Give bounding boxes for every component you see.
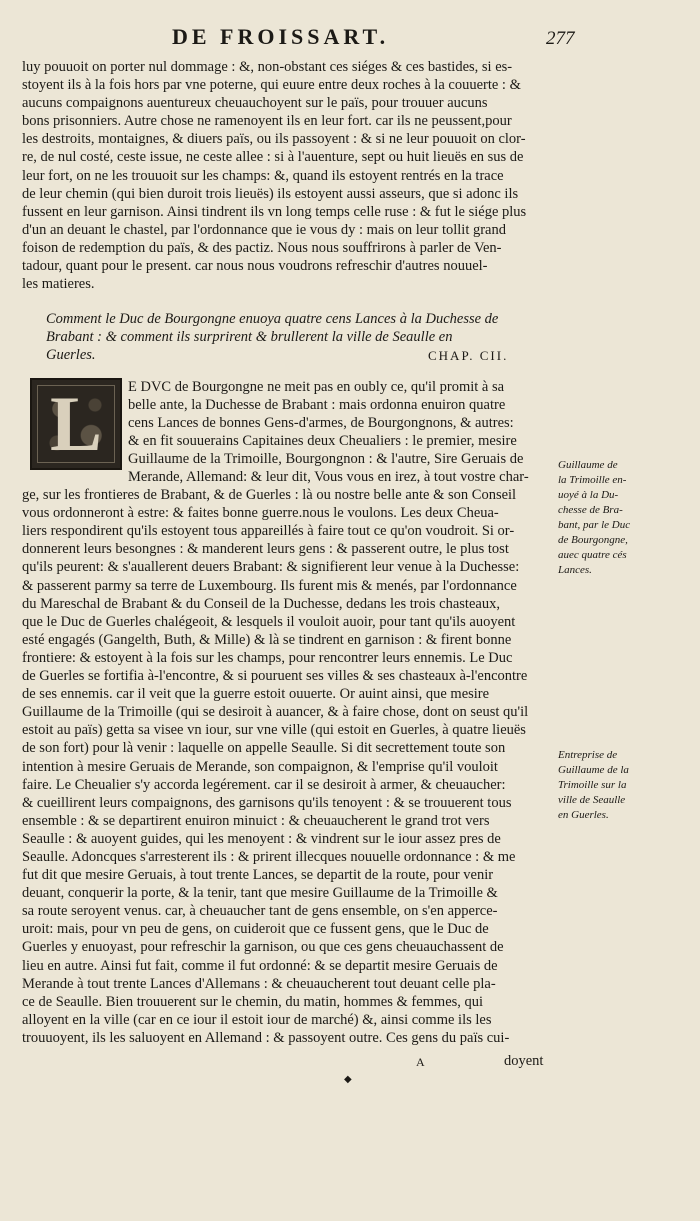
text-line: fussent en leur garnison. Ainsi tindrent ils vn long temps celle ruse : & fut le siége plus — [22, 203, 527, 220]
chapter-opening-lines — [128, 378, 554, 468]
text-line: stoyent ils à la fois hors par vne poterne, qui euure entre deux roches à la couuerte : & — [22, 77, 521, 94]
signature-mark: A — [416, 1055, 426, 1069]
decorated-initial — [30, 378, 122, 470]
margin-line: chesse de Bra- — [558, 504, 623, 516]
diamond-ornament-icon: ◆ — [344, 1074, 352, 1085]
margin-line: uoyé à la Du- — [558, 489, 619, 501]
text-line: ensemble : & se departirent enuiron minuict : & cheuaucherent le grand trot vers — [22, 812, 490, 829]
text-line: intention à mesire Geruais de Merande, son compaignon, & l'emprise qu'il vouloit — [22, 758, 498, 775]
catchword: doyent — [504, 1053, 544, 1069]
text-line: Guillaume de la Trimoille (qui se desiroit à auancer, & à faire chose, dont on seust qu'il — [22, 704, 529, 721]
text-line: lieu en autre. Ainsi fut fait, comme il fut ordonné: & se departit mesire Geruais de — [22, 957, 498, 974]
heading-line: Brabant : & comment ils surprirent & brullerent la ville de Seaulle en — [46, 329, 453, 346]
text-line: leur fort, on ne les trouuoit sur les champs: &, quand ils estoyent rentrés en la trace — [22, 167, 504, 184]
text-line: du Mareschal de Brabant & du Conseil de la Duchesse, dedans les trois chasteaux, — [22, 595, 500, 612]
running-title: DE FROISSART. — [172, 24, 390, 49]
text-line: uroit: mais, pour vn peu de gens, on cuideroit que ce fussent gens, que le Duc de — [22, 921, 489, 938]
text-line: liers respondirent qu'ils estoyent tous appareillés à faire tout ce qu'on voudroit. Si or- — [22, 523, 515, 540]
text-line: vous ordonneront à estre: & faites bonne guerre.nous le voulons. Les deux Cheua- — [22, 505, 499, 522]
text-line: que le Duc de Guerles chalégeoit, & lesquels il vouloit auoir, pour tant qu'ils auoyent — [22, 613, 516, 630]
margin-line: Trimoille sur la — [558, 779, 627, 791]
text-line: ge, sur les frontieres de Brabant, & de Guerles : là ou nostre belle ante & son Conseil — [22, 487, 517, 504]
heading-line: Comment le Duc de Bourgongne enuoya quatre cens Lances à la Duchesse de — [46, 311, 499, 327]
chapter-number: CHAP. CII. — [428, 348, 509, 363]
text-line: & en fit souuerains Capitaines deux Cheualiers : le premier, mesire — [128, 433, 517, 450]
text-line: esté engagés (Gangelth, Buth, & Mille) & là se tindrent en garnison : & firent bonne — [22, 631, 512, 648]
margin-line: Lances. — [558, 564, 592, 576]
heading-line: Guerles. — [46, 347, 96, 364]
margin-note-seaulle-enterprise — [558, 748, 690, 823]
text-line: frontiere: & estoyent à la fois sur les champs, pour rencontrer leurs ennemis. Le Duc — [22, 649, 513, 666]
margin-line: de Bourgongne, — [558, 534, 628, 546]
text-line: E DVC de Bourgongne ne meit pas en oubly ce, qu'il promit à sa — [128, 379, 505, 395]
text-line: faire. Le Cheualier s'y accorda legérement. car il se desiroit à armer, & cheuaucher: — [22, 776, 506, 793]
text-line: cens Lances de bonnes Gens-d'armes, de Bourgongnons, & autres: — [128, 415, 514, 432]
margin-line: auec quatre cés — [558, 549, 627, 561]
text-line: Guillaume de la Trimoille, Bourgongnon : & l'autre, Sire Geruais de — [128, 451, 524, 468]
text-line: tadour, quant pour le present. car nous nous voudrons refreschir d'autres nouuel- — [22, 258, 488, 275]
text-line: bons prisonniers. Autre chose ne ramenoyent ils en leur fort. car ils ne peussent,pour — [22, 113, 512, 130]
text-line: de leur chemin (qui bien duroit trois lieuës) ils estoyent aussi asseurs, que si adonc ils — [22, 185, 519, 202]
margin-line: Guillaume de la — [558, 764, 629, 776]
text-line: d'un an deuant le chastel, par l'ordonnance que ie vous dy : mais on leur tollit grand — [22, 221, 506, 238]
page-number: 277 — [546, 28, 575, 49]
text-line: ce de Seaulle. Bien trouuerent sur le chemin, du matin, hommes & femmes, qui — [22, 993, 484, 1010]
margin-line: bant, par le Duc — [558, 519, 631, 531]
margin-line: ville de Seaulle — [558, 794, 626, 806]
text-line: de ses ennemis. car il veit que la guerre estoit ouuerte. Or auint ainsi, que mesire — [22, 686, 490, 703]
margin-note-trimoille-sent — [558, 458, 690, 578]
text-line: trouuoyent, ils les saluoyent en Allemand : & passoyent outre. Ces gens du païs cui- — [22, 1029, 510, 1046]
text-line: donnerent leurs besongnes : & manderent leurs gens : & passerent outre, le plus tost — [22, 541, 509, 558]
text-line: les matieres. — [22, 276, 95, 293]
text-line: les destroits, montaignes, & diuers païs, ou ils passoyent : & si ne leur pouuoit on clor- — [22, 131, 526, 148]
text-line: belle ante, la Duchesse de Brabant : mais ordonna enuiron quatre — [128, 397, 506, 414]
text-line: Seaulle. Adoncques s'arresterent ils : & prirent illecques nouuelle ordonnance : & me — [22, 848, 516, 865]
text-line: Guerles y enuoyast, pour refreschir la garnison, ou que ces gens cheuauchassent de — [22, 939, 504, 956]
text-line: re, de nul costé, ceste issue, ne ceste allee : si à l'auenture, sept ou huit lieuës en sus de — [22, 149, 524, 166]
text-line: Merande, Allemand: & leur dit, Vous vous en irez, à tout vostre char- — [128, 469, 529, 485]
text-line: qu'ils peurent: & s'auallerent deuers Brabant: & signifierent leur venue à la Duchesse: — [22, 559, 520, 576]
top-paragraph — [22, 58, 552, 293]
chapter-body — [22, 468, 552, 1047]
initial-letter: L — [50, 380, 103, 467]
text-line: de son fort) pour là venir : laquelle on appelle Seaulle. Si dit secrettement toute son — [22, 740, 506, 757]
text-line: fut dit que mesire Geruais, à tout trente Lances, se departit de la route, pour venir — [22, 867, 494, 884]
margin-line: en Guerles. — [558, 809, 609, 821]
text-line: de Guerles se fortifia à-l'encontre, & si pouruent ses villes & ses chasteaux à-l'encontre — [22, 668, 528, 685]
text-line: deuant, conquerir la porte, & la tenir, tant que mesire Guillaume de la Trimoille & — [22, 885, 498, 902]
running-head — [0, 22, 700, 52]
text-line: foison de redemption du païs, & des pactiz. Nous nous souffrirons à parler de Ven- — [22, 239, 502, 256]
text-line: sa route seroyent venus. car, à cheuaucher tant de gens ensemble, on s'en apperce- — [22, 903, 498, 920]
text-line: Seaulle : & auoyent guides, qui les menoyent : & vindrent sur le iour assez pres de — [22, 830, 501, 847]
margin-line: Guillaume de — [558, 459, 618, 471]
text-line: aucuns compaignons auentureux cheuauchoyent sur le païs, pour trouuer aucuns — [22, 95, 488, 112]
text-line: Merande à tout trente Lances d'Allemans : & cheuaucherent tout deuant celle pla- — [22, 975, 496, 992]
text-line: estoit au païs) getta sa visee vn iour, sur vne ville (qui estoit en Guerles, à quatre lieuës — [22, 722, 526, 739]
text-line: luy pouuoit on porter nul dommage : &, non-obstant ces siéges & ces bastides, si es- — [22, 59, 513, 75]
text-line: & passerent parmy sa terre de Luxembourg. Ils furent mis & menés, par l'ordonnance — [22, 577, 517, 594]
text-line: alloyent en la ville (car en ce iour il estoit iour de marché) &, ainsi comme ils les — [22, 1011, 492, 1028]
margin-line: la Trimoille en- — [558, 474, 627, 486]
text-line: & cueillirent leurs compaignons, des garnisons qu'ils tenoyent : & se trouuerent tous — [22, 794, 512, 811]
margin-line: Entreprise de — [558, 749, 618, 761]
